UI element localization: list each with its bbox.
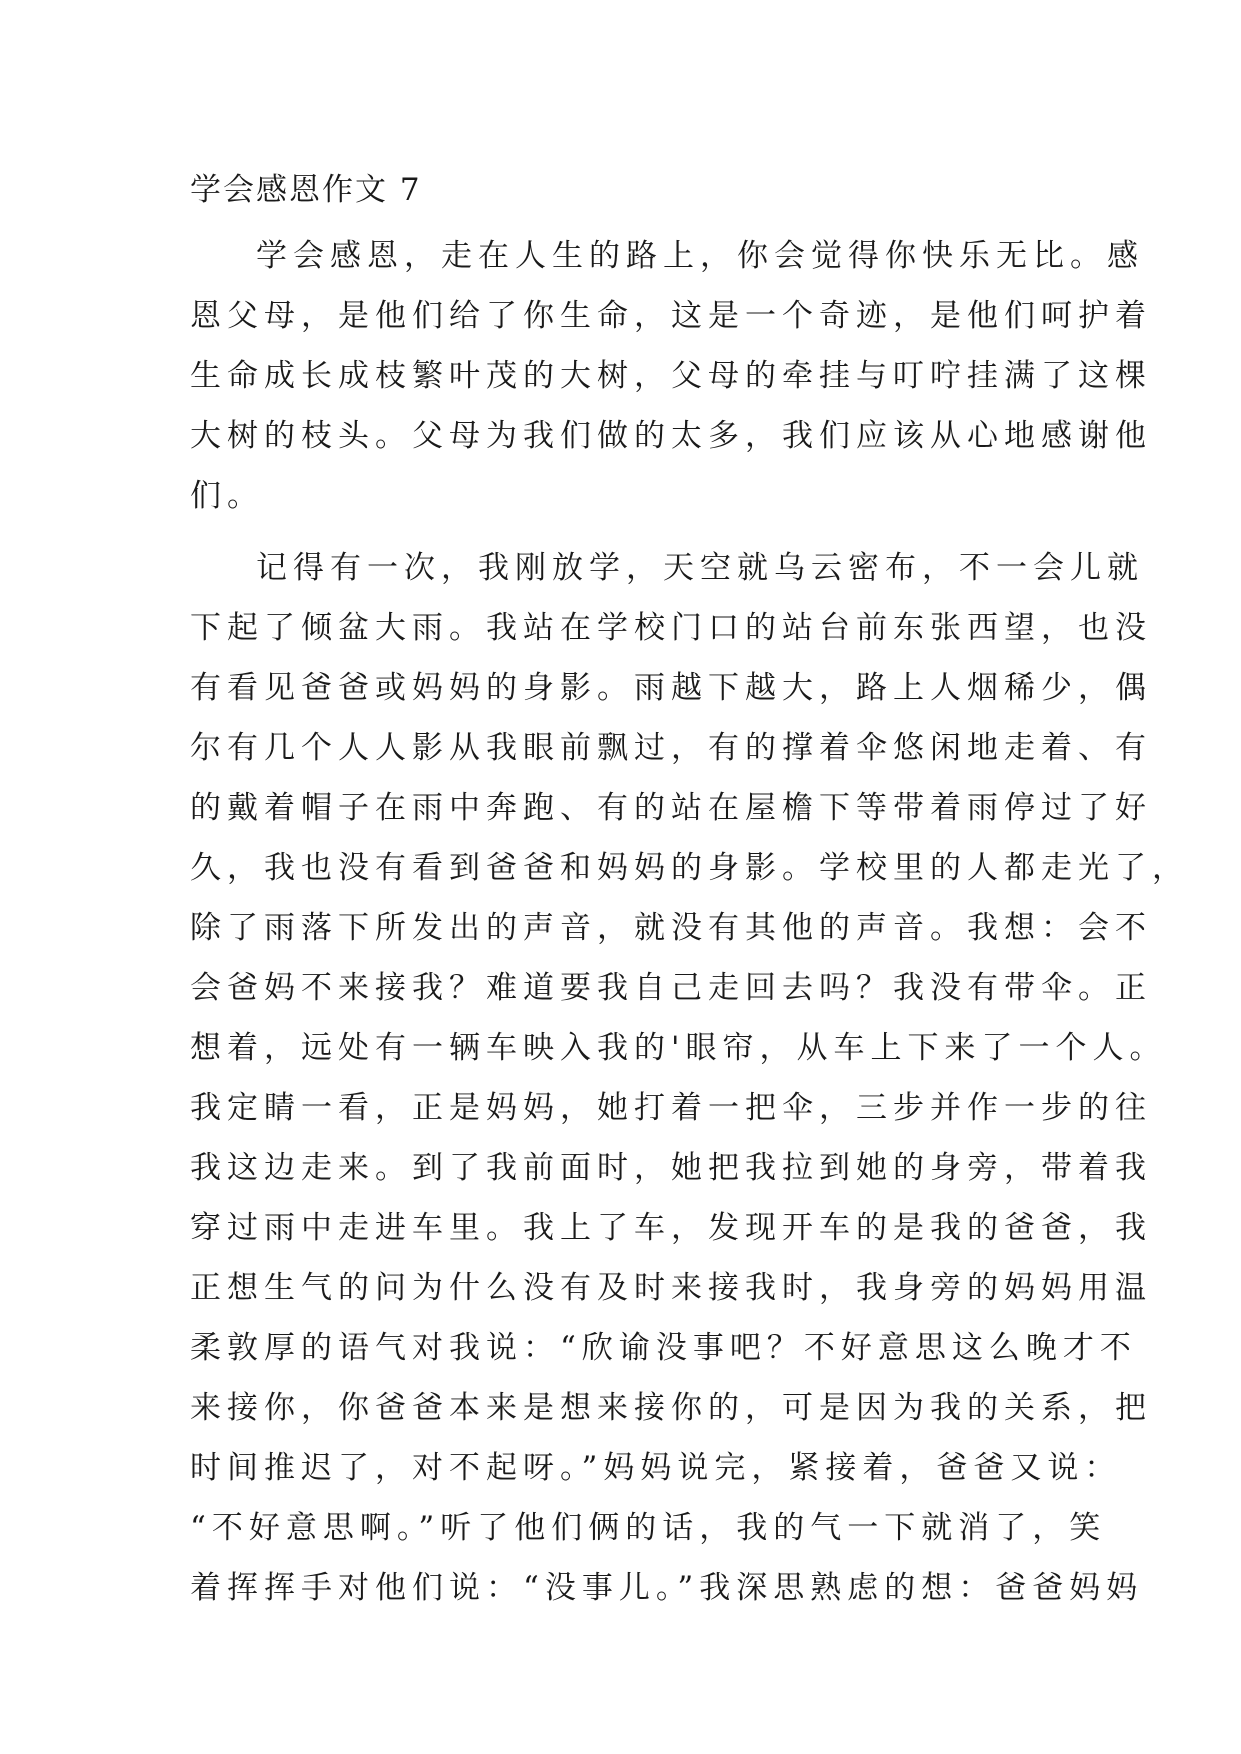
paragraph-line: 除了雨落下所发出的声音，就没有其他的声音。我想：会不 <box>190 910 1152 946</box>
paragraph-line: 会爸妈不来接我？难道要我自己走回去吗？我没有带伞。正 <box>190 970 1152 1006</box>
paragraph-line: 正想生气的问为什么没有及时来接我时，我身旁的妈妈用温 <box>190 1270 1152 1306</box>
paragraph-2 <box>190 538 1189 1618</box>
paragraph-line: 来接你，你爸爸本来是想来接你的，可是因为我的关系，把 <box>190 1390 1152 1426</box>
paragraph-line: 下起了倾盆大雨。我站在学校门口的站台前东张西望，也没 <box>190 610 1152 646</box>
paragraph-line: 大树的枝头。父母为我们做的太多，我们应该从心地感谢他 <box>190 418 1152 454</box>
paragraph-line: 着挥挥手对他们说：“没事儿。”我深思熟虑的想：爸爸妈妈 <box>190 1570 1144 1606</box>
paragraph-line: “不好意思啊。”听了他们俩的话，我的气一下就消了，笑 <box>190 1510 1107 1546</box>
document-body <box>190 160 1189 1630</box>
paragraph-line: 记得有一次，我刚放学，天空就乌云密布，不一会儿就 <box>256 550 1144 586</box>
paragraph-line: 们。 <box>190 478 264 514</box>
paragraph-line: 我定睛一看，正是妈妈，她打着一把伞，三步并作一步的往 <box>190 1090 1152 1126</box>
paragraph-line: 穿过雨中走进车里。我上了车，发现开车的是我的爸爸，我 <box>190 1210 1152 1246</box>
paragraph-line: 恩父母，是他们给了你生命，这是一个奇迹，是他们呵护着 <box>190 298 1152 334</box>
paragraph-line: 久，我也没有看到爸爸和妈妈的身影。学校里的人都走光了， <box>190 850 1189 886</box>
paragraph-1 <box>190 226 1152 526</box>
paragraph-line: 时间推迟了，对不起呀。”妈妈说完，紧接着，爸爸又说： <box>190 1450 1122 1486</box>
paragraph-line: 柔敦厚的语气对我说：“欣谕没事吧？不好意思这么晚才不 <box>190 1330 1137 1366</box>
paragraph-line: 有看见爸爸或妈妈的身影。雨越下越大，路上人烟稀少，偶 <box>190 670 1152 706</box>
paragraph-line: 生命成长成枝繁叶茂的大树，父母的牵挂与叮咛挂满了这棵 <box>190 358 1152 394</box>
paragraph-line: 我这边走来。到了我前面时，她把我拉到她的身旁，带着我 <box>190 1150 1152 1186</box>
paragraph-line: 学会感恩，走在人生的路上，你会觉得你快乐无比。感 <box>256 238 1144 274</box>
paragraph-line: 尔有几个人人影从我眼前飘过，有的撑着伞悠闲地走着、有 <box>190 730 1152 766</box>
paragraph-line: 想着，远处有一辆车映入我的'眼帘，从车上下来了一个人。 <box>190 1030 1167 1066</box>
document-title: 学会感恩作文 7 <box>190 172 422 208</box>
paragraph-line: 的戴着帽子在雨中奔跑、有的站在屋檐下等带着雨停过了好 <box>190 790 1152 826</box>
